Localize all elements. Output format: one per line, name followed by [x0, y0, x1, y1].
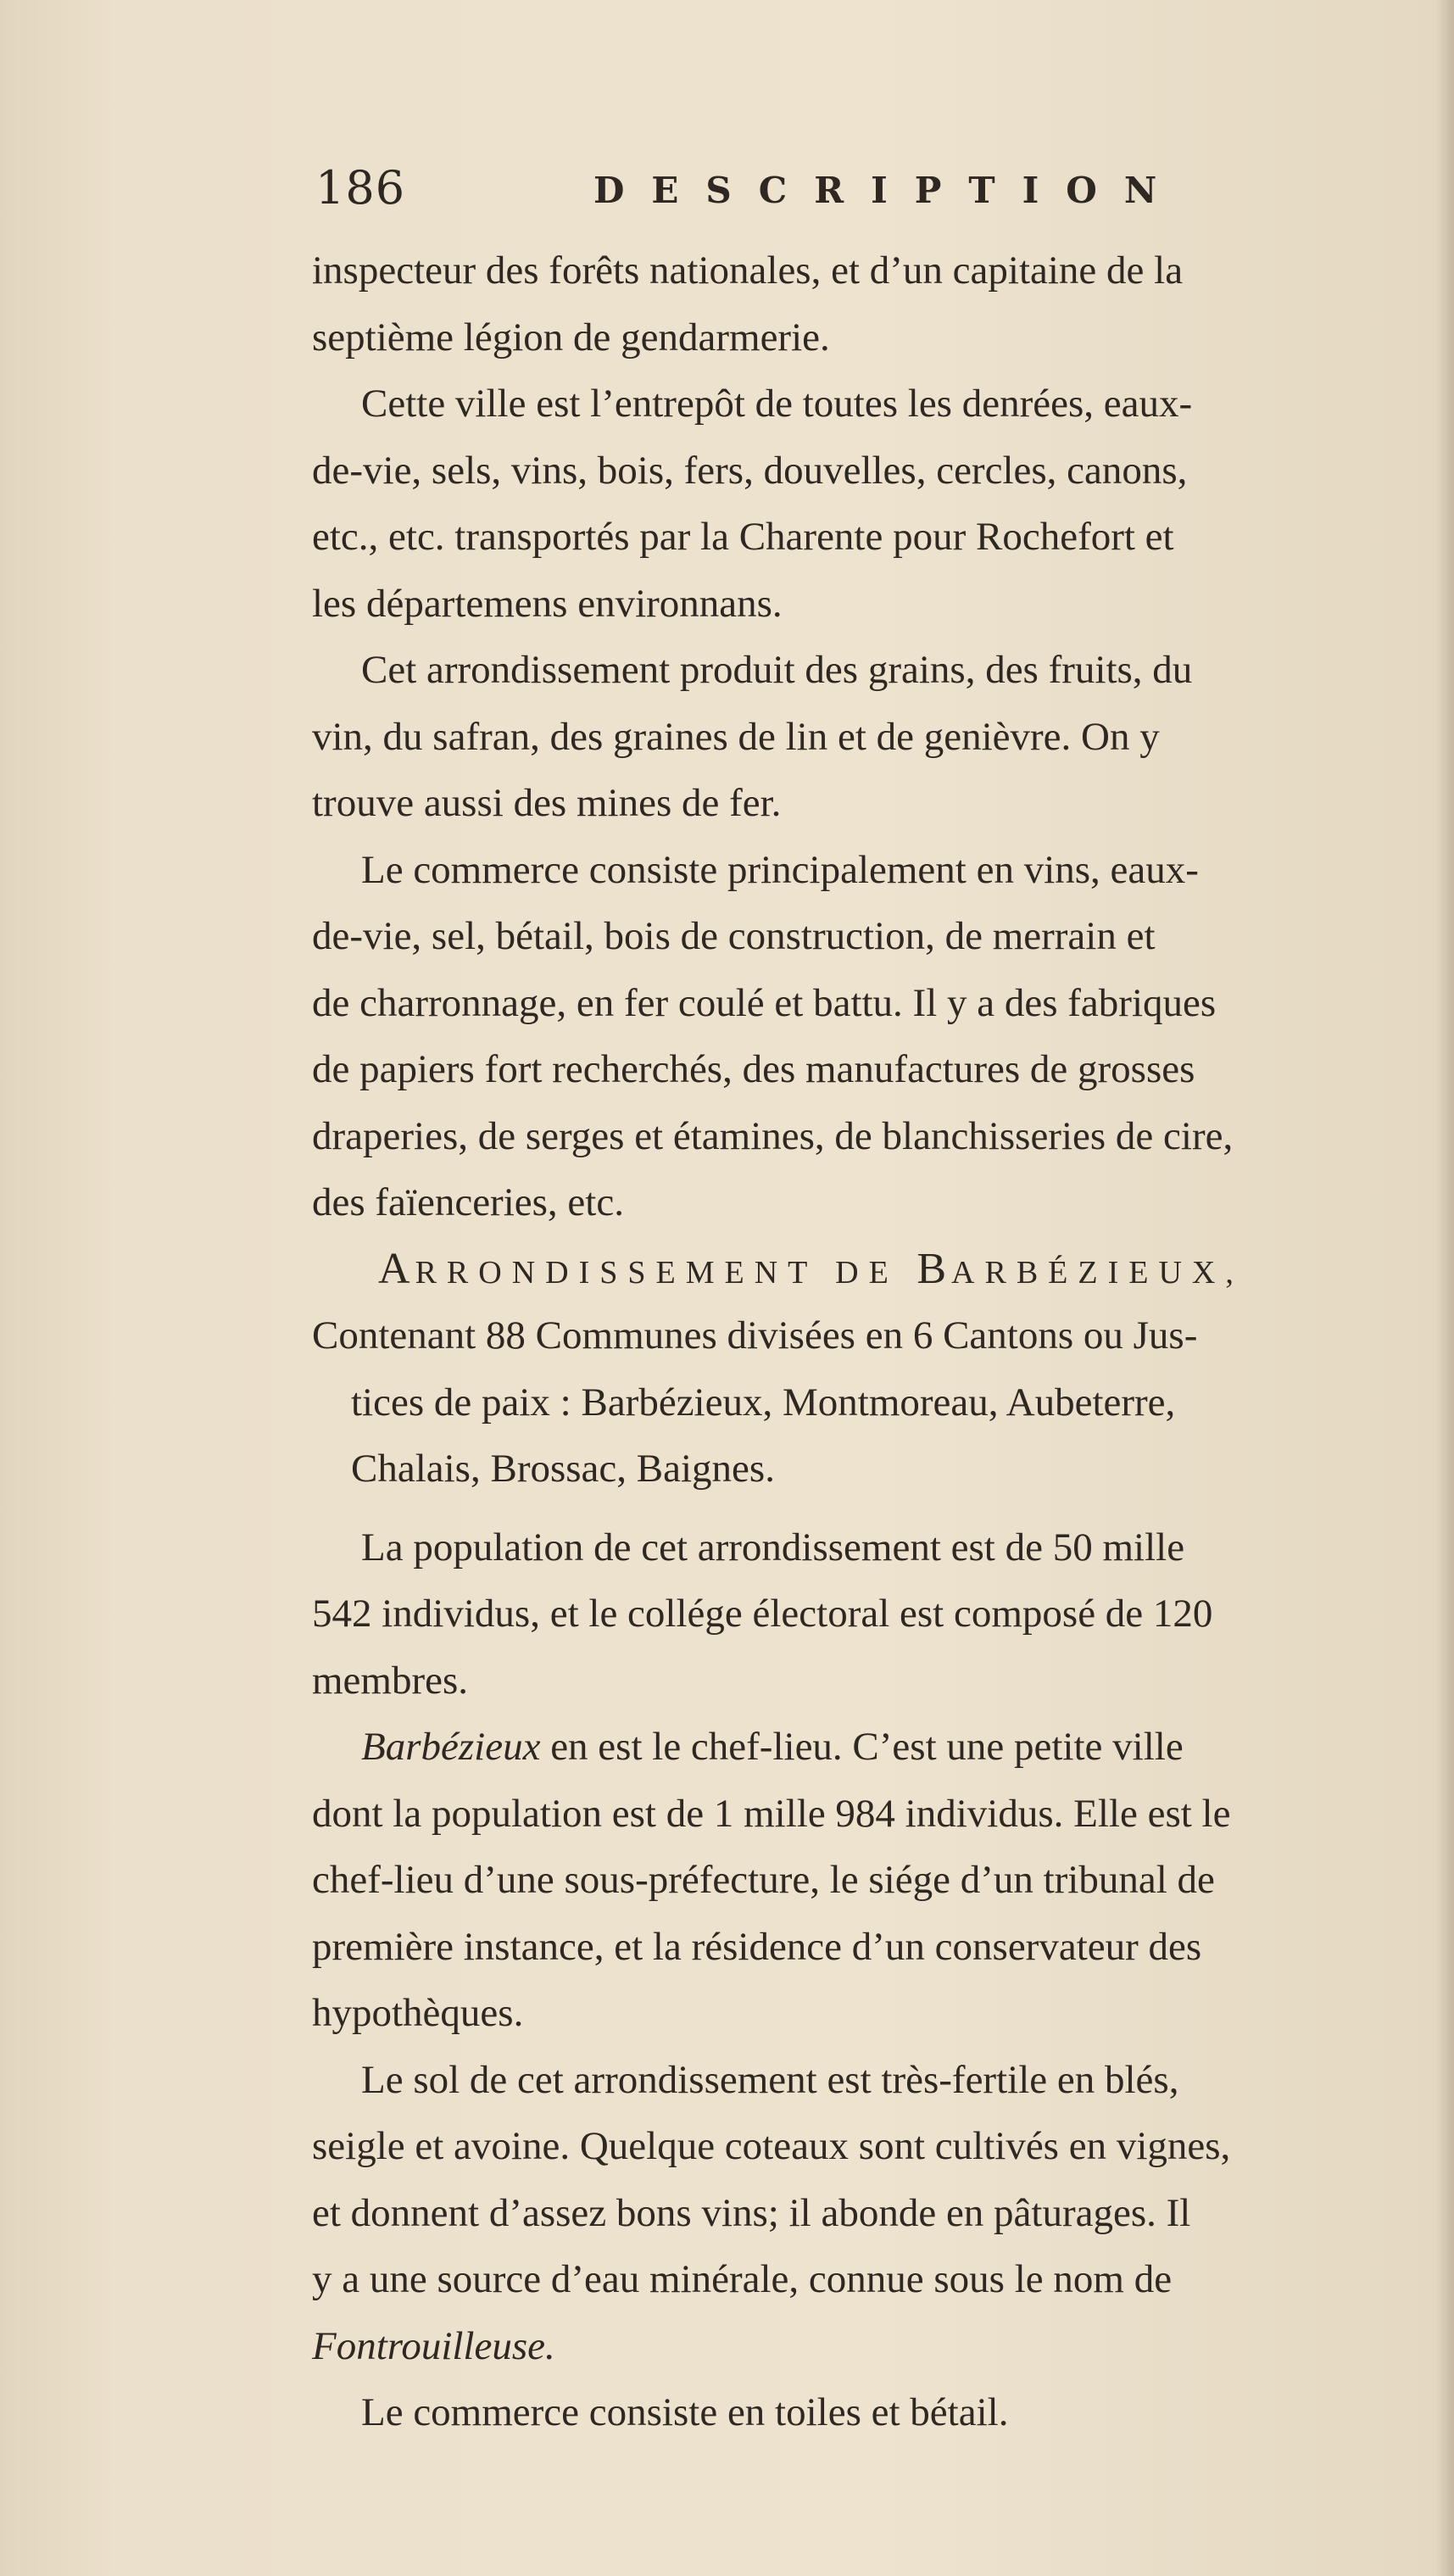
page-body [312, 237, 1431, 2446]
text-line: de charronnage, en fer coulé et battu. Il y a des fabriques [312, 980, 1217, 1025]
heading-initial: A [378, 1244, 415, 1293]
text-line [312, 2313, 1431, 2380]
heading-initial: B [916, 1244, 952, 1293]
text-line: Le sol de cet arrondissement est très-fertile en blés, [361, 2057, 1179, 2102]
text-line: vin, du safran, des graines de lin et de genièvre. On y [312, 714, 1160, 759]
text-line: seigle et avoine. Quelque coteaux sont cultivés en vignes, [312, 2124, 1231, 2168]
running-title: DESCRIPTION [593, 170, 1184, 211]
text-line: chef-lieu d’une sous-préfecture, le siége d’un tribunal de [312, 1858, 1215, 1902]
text-line: première instance, et la résidence d’un conservateur des [312, 1924, 1202, 1969]
section-heading [312, 1236, 1431, 1303]
heading-text: RRONDISSEMENT DE [415, 1254, 899, 1291]
text-line: etc., etc. transportés par la Charente pour Rochefort et [312, 515, 1174, 559]
text-line: tices de paix : Barbézieux, Montmoreau, Aubeterre, [351, 1380, 1176, 1425]
text-line: La population de cet arrondissement est de 50 mille [361, 1525, 1185, 1570]
text-line: inspecteur des forêts nationales, et d’un capitaine de la [312, 248, 1184, 293]
text-line: et donnent d’assez bons vins; il abonde en pâturages. Il [312, 2190, 1191, 2235]
text-run: en est le chef-lieu. C’est une petite ville [540, 1725, 1184, 1769]
text-line: Le commerce consiste en toiles et bétail. [361, 2390, 1009, 2434]
text-line: des faïenceries, etc. [312, 1180, 624, 1224]
text-line: septième légion de gendarmerie. [312, 315, 830, 360]
text-line: Chalais, Brossac, Baignes. [351, 1447, 775, 1491]
place-name: Fontrouilleuse. [312, 2323, 555, 2368]
place-name: Barbézieux [361, 1725, 541, 1769]
text-line: de-vie, sel, bétail, bois de construction, de merrain et [312, 914, 1156, 958]
text-line: hypothèques. [312, 1991, 524, 2035]
text-line: Le commerce consiste principalement en vins, eaux- [361, 847, 1199, 892]
text-line [312, 1714, 1431, 1781]
text-line: de papiers fort recherchés, des manufactures de grosses [312, 1047, 1195, 1091]
text-line: y a une source d’eau minérale, connue sous le nom de [312, 2257, 1173, 2301]
page-number: 186 [315, 161, 406, 215]
text-line: trouve aussi des mines de fer. [312, 781, 782, 825]
text-line: 542 individus, et le collége électoral est composé de 120 [312, 1592, 1213, 1636]
text-line: Cette ville est l’entrepôt de toutes les denrées, eaux- [361, 382, 1193, 426]
text-line: membres. [312, 1658, 469, 1703]
text-line: dont la population est de 1 mille 984 individus. Elle est le [312, 1791, 1231, 1836]
text-line: draperies, de serges et étamines, de blanchisseries de cire, [312, 1113, 1234, 1158]
heading-text: ARBÉZIEUX, [951, 1254, 1244, 1291]
text-line: Contenant 88 Communes divisées en 6 Cantons ou Jus- [312, 1313, 1198, 1358]
page-edge-shadow [1435, 0, 1454, 2576]
text-line: Cet arrondissement produit des grains, des fruits, du [361, 648, 1193, 692]
text-line: les départemens environnans. [312, 581, 783, 626]
text-line: de-vie, sels, vins, bois, fers, douvelles, cercles, canons, [312, 448, 1188, 493]
